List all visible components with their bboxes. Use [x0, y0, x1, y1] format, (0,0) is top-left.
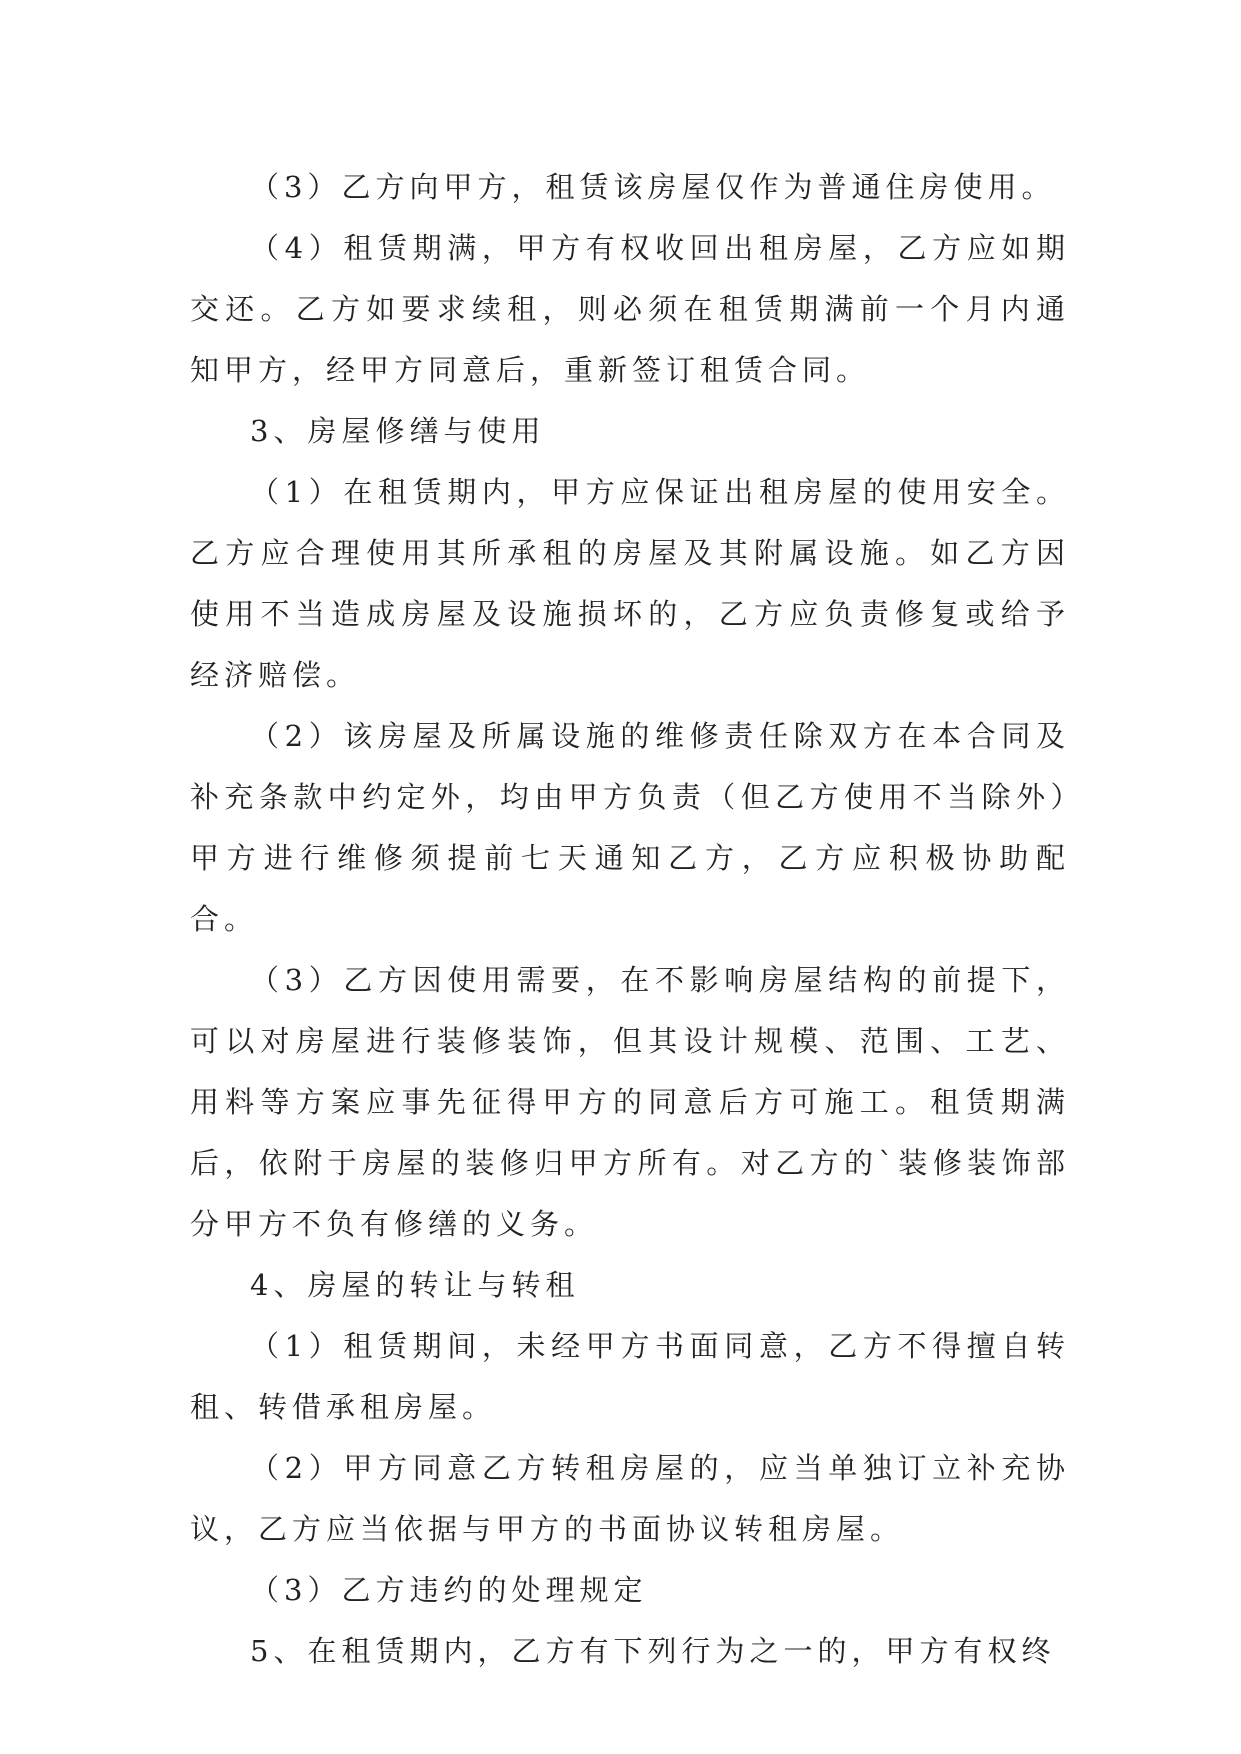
paragraph-lease-expiry: （4）租赁期满，甲方有权收回出租房屋，乙方应如期交还。乙方如要求续租，则必须在租赁期满前一个月内通知甲方，经甲方同意后，重新签订租赁合同。 [190, 231, 1070, 387]
paragraph-no-sublet: （1）租赁期间，未经甲方书面同意，乙方不得擅自转租、转借承租房屋。 [190, 1329, 1070, 1424]
document-body [190, 157, 1070, 1682]
paragraph-maintenance-responsibility: （2）该房屋及所属设施的维修责任除双方在本合同及补充条款中约定外，均由甲方负责（但乙方使用不当除外）甲方进行维修须提前七天通知乙方，乙方应积极协助配合。 [190, 719, 1070, 936]
paragraph-decoration: （3）乙方因使用需要，在不影响房屋结构的前提下，可以对房屋进行装修装饰，但其设计规模、范围、工艺、用料等方案应事先征得甲方的同意后方可施工。租赁期满后，依附于房屋的装修归甲方所有。对乙方的`装修装饰部分甲方不负有修缮的义务。 [190, 963, 1070, 1241]
paragraph-safety-use: （1）在租赁期内，甲方应保证出租房屋的使用安全。乙方应合理使用其所承租的房屋及其附属设施。如乙方因使用不当造成房屋及设施损坏的，乙方应负责修复或给予经济赔偿。 [190, 475, 1070, 692]
section-heading-repair-use: 3、房屋修缮与使用 [250, 414, 546, 448]
paragraph-termination-conditions: 5、在租赁期内，乙方有下列行为之一的，甲方有权终 [250, 1634, 1056, 1668]
paragraph-use-purpose: （3）乙方向甲方，租赁该房屋仅作为普通住房使用。 [250, 170, 1056, 204]
section-heading-transfer-sublet: 4、房屋的转让与转租 [250, 1268, 580, 1302]
paragraph-sublet-agreement: （2）甲方同意乙方转租房屋的，应当单独订立补充协议，乙方应当依据与甲方的书面协议转租房屋。 [190, 1451, 1070, 1546]
paragraph-breach-rules: （3）乙方违约的处理规定 [250, 1573, 648, 1607]
